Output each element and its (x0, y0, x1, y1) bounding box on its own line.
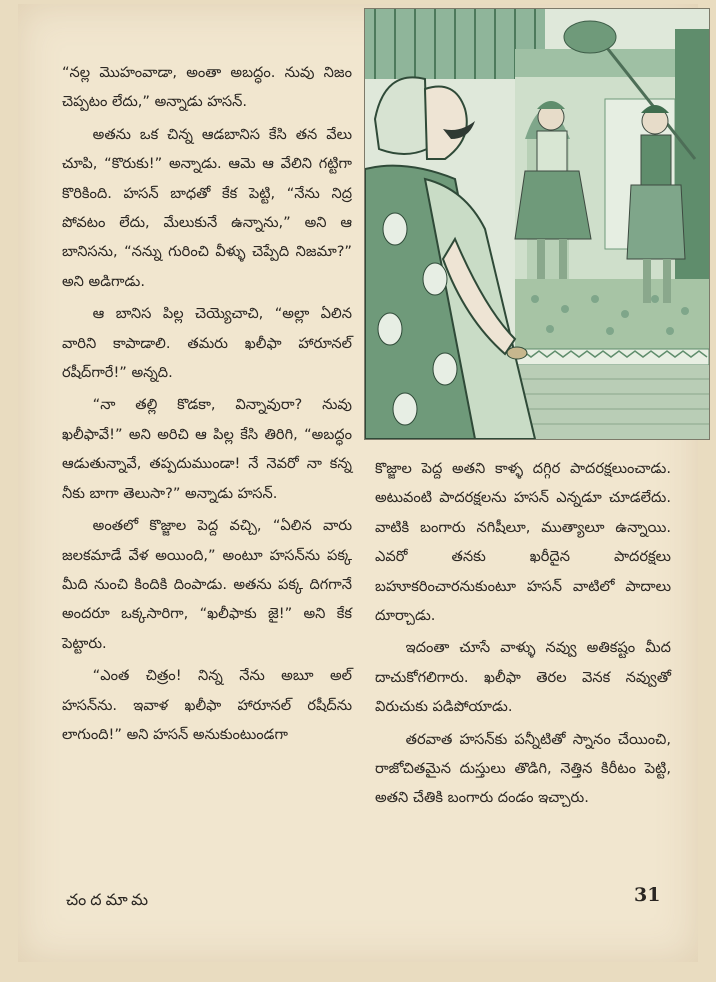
paragraph: తరవాత హసన్‌కు పన్నీటితో స్నానం చేయించి, రాజోచితమైన దుస్తులు తొడిగి, నెత్తిన కిరీటం పెట్టి, అతని చేతికి బంగారు దండం ఇచ్చారు. (375, 730, 671, 807)
magazine-title: చందమామ (66, 890, 153, 909)
paragraph: కొజ్జాల పెద్ద అతని కాళ్ళ దగ్గిర పాదరక్షలుంచాడు. అటువంటి పాదరక్షలను హసన్ ఎన్నడూ చూడలేదు. వాటికి బంగారు నగిషీలూ, ముత్యాలూ ఉన్నాయి. ఎవరో తనకు ఖరీదైన పాదరక్షలు బహూకరించారనుకుంటూ హసన్ వాటిలో పాదాలు దూర్చాడు. (375, 460, 671, 625)
paragraph: ఇదంతా చూసే వాళ్ళు నవ్వు అతికష్టం మీద దాచుకోగలిగారు. ఖలీఫా తెరల వెనక నవ్వుతో విరుచుకు పడిపోయాడు. (375, 639, 671, 716)
story-illustration (364, 8, 710, 440)
left-text-column (62, 58, 352, 752)
page-number: 31 (634, 884, 661, 906)
paragraph: అతను ఒక చిన్న ఆడబానిస కేసి తన వేలు చూపి, “కొరుకు!” అన్నాడు. ఆమె ఆ వేలిని గట్టిగా కొరికింది. హసన్ బాధతో కేక పెట్టి, “నేను నిద్ర పోవటం లేదు, మేలుకునే ఉన్నాను,” అని ఆ బానిసను, “నన్ను గురించి వీళ్ళు చెప్పేది నిజమా?” అని అడిగాడు. (62, 125, 352, 290)
paragraph: “నల్ల మొహంవాడా, అంతా అబద్ధం. నువు నిజం చెప్పటం లేదు,” అన్నాడు హసన్. (62, 64, 352, 111)
paragraph: ఆ బానిస పిల్ల చెయ్యెచాచి, “అల్లా ఏలిన వారిని కాపాడాలి. తమరు ఖలీఫా హారూనల్ రషీద్‌గారే!” అన్నది. (62, 305, 352, 382)
paragraph: “నా తల్లి కొడకా, విన్నావురా? నువు ఖలీఫావే!” అని అరిచి ఆ పిల్ల కేసి తిరిగి, “అబద్ధం ఆడుతున్నావే, తప్పదుముండా! నే నెవరో నా కన్న నీకు బాగా తెలుసా?” అన్నాడు హసన్. (62, 396, 352, 502)
paragraph: “ఎంత చిత్రం! నిన్న నేను అబూ అల్ హసన్‌ను. ఇవాళ ఖలీఫా హారూనల్ రషీద్‌ను లాగుంది!” అని హసన్ అనుకుంటుండగా (62, 667, 352, 743)
right-text-column (375, 454, 671, 816)
paragraph: అంతలో కొజ్జాల పెద్ద వచ్చి, “ఏలిన వారు జలకమాడే వేళ అయింది,” అంటూ హసన్‌ను పక్క మీది నుంచి కిందికి దింపాడు. అతను పక్క దిగగానే అందరూ ఒక్కసారిగా, “ఖలీఫాకు జై!” అని కేక పెట్టారు. (62, 517, 352, 652)
